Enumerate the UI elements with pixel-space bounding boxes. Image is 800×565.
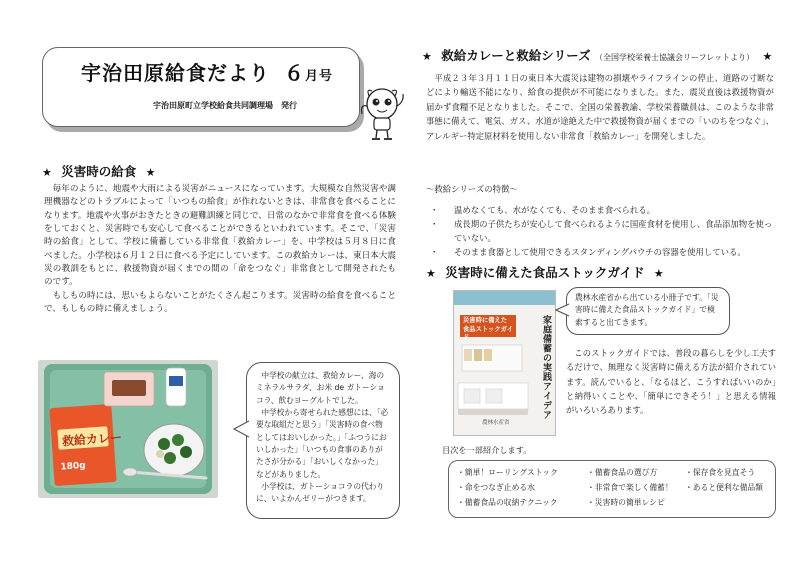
stock-guide-text: このストックガイドでは、普段の暮らしを少し工夫するだけで、無理なく災害時に備える方法が紹介されています。読んでいると、「なるほど、こうすればいいのか」と納得いくことや、「簡単にできそう！」と思える情報がいろいろあります。 xyxy=(566,348,776,416)
list-item: ・ 温めなくても、水がなくても、そのまま食べられる。 xyxy=(430,205,655,215)
toc-item: ・あると便利な備品類 xyxy=(685,482,763,492)
section-heading-disaster-lunch: ★ 災害時の給食 ★ xyxy=(42,164,156,179)
publisher-line: 宇治田原町立学校給食共同調理場 発行 xyxy=(153,101,297,110)
features-list xyxy=(426,204,776,259)
package-weight: 180g xyxy=(60,460,86,473)
section-heading-stock-guide: ★ 災害時に備えた食品ストックガイド ★ xyxy=(426,265,664,280)
toc-title: 目次を一部紹介します。 xyxy=(442,445,532,455)
bubble-tail-icon xyxy=(555,302,569,318)
toc-item: ・備蓄食品の収納テクニック xyxy=(457,497,558,507)
speech-bubble-menu-comments: 中学校の献立は、救給カレー、海のミネラルサラダ、お米 de ガトーショコラ、飲むヨーグルトでした。 中学校から寄せられた感想には、「必要な取組だと思う」「災害時の食べ物としてはおいしかった。」「ふつうにおいしかった」「いつもの食事のありがたさが分かる」「おいしくなかった」などがありました。 小学校は、ガトーショコラの代わりに、いよかんゼリーがつきます。 xyxy=(246,362,400,519)
features-title: ～救給シリーズの特徴～ xyxy=(426,184,518,194)
booklet-vertical-title: 家庭備蓄の実践アイデア xyxy=(541,315,551,420)
curry-series-text: 平成２３年３月１１日の東日本大震災は建物の損壊やライフラインの停止、道路の寸断などにより輸送不能になり、給食の提供が不可能になりました。また、震災直後は救援物資が届かず食糧不足となりました。そこで、全国の栄養教諭、学校栄養職員は、このような非常事態に備えて、電気、ガス、水道が途絶えた中で救援物資が届くまでの「いのちをつなぐ」、アレルギー特定原材料を使用しない非常食「救給カレー」を開発しました。 xyxy=(426,73,774,141)
toc-list xyxy=(457,466,767,510)
section-heading-curry-series: ★ 救給カレーと救給シリーズ （全国学校栄養士協議会リーフレットより） ★ xyxy=(422,48,773,63)
disaster-lunch-text: 毎年のように、地震や大雨による災害がニュースになっています。大規模な自然災害や調理機器などのトラブルによって「いつもの給食」が作れないときは、非常食を食べることになります。地震や火事がおきたときの避難訓練と同じで、日常のなかで非常食を食べる体験をしておくと、災害時でも安心して食べることができるといわれています。そこで、「災害時の給食」として、学校に備蓄している非常食「救給カレー」を、中学校は５月８日に食べました。小学校は６月１２日に食べる予定にしています。この救給カレーは、東日本大震災の教訓をもとに、救援物資が届くまでの間の「命をつなぐ」非常食として開発されたものです。 もしもの時には、思いもよらないことがたくさん起こります。災害時の給食を食べることで、もしもの時に備えましょう。 xyxy=(44,184,397,314)
mascot-icon xyxy=(358,82,408,142)
title-box xyxy=(42,47,360,127)
toc-item: ・命をつなぎ止める水 xyxy=(457,482,535,492)
speech-bubble-booklet: 農林水産省から出ている小冊子です。「災害時に備えた食品ストックガイド」で検索すると出てきます。 xyxy=(566,287,730,335)
toc-item: ・備蓄食品の選び方 xyxy=(587,468,658,477)
package-text: 救給カレー xyxy=(61,430,123,449)
toc-item: ・非常食で楽しく備蓄！ xyxy=(587,482,673,492)
bubble-tail-icon xyxy=(233,419,249,439)
toc-item: ・保存食を見直そう xyxy=(685,468,756,477)
lunch-photo xyxy=(38,360,218,498)
list-item: ・ そのまま食器として使用できるスタンディングパウチの容器を使用している。 xyxy=(430,246,746,257)
list-item: ・ 成長期の子供たちが安心して食べられるように国産食材を使用し、食品添加物を使っていない。 xyxy=(430,218,773,243)
lunch-tray-image xyxy=(38,360,218,498)
toc-item: ・災害時の簡単レシピ xyxy=(587,497,665,507)
booklet-publisher: 農林水産省 xyxy=(482,420,510,426)
stock-guide-booklet-image xyxy=(453,290,556,436)
booklet-label: 災害時に備えた食品ストックガイド xyxy=(460,315,516,337)
toc-item: ・簡単！ローリングストック xyxy=(457,468,558,477)
newsletter-title: 宇治田原給食だより ６月号 xyxy=(81,61,333,85)
toc-box xyxy=(448,460,776,518)
